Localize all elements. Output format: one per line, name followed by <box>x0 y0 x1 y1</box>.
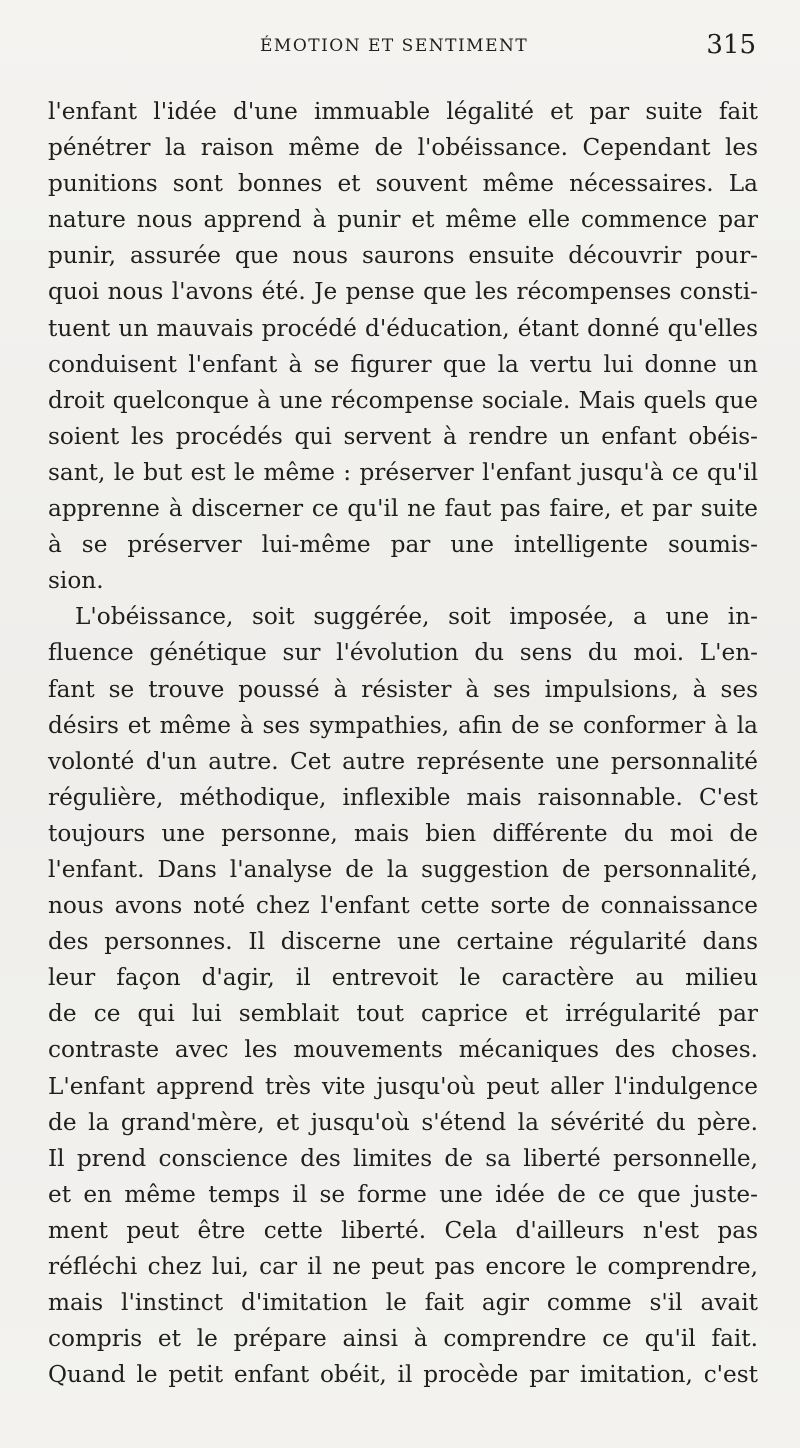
text-line: tuent un mauvais procédé d'éducation, étant donné qu'elles <box>48 314 758 342</box>
text-line: de la grand'mère, et jusqu'où s'étend la sévérité du père. <box>48 1108 758 1136</box>
text-line: sion. <box>48 567 104 595</box>
text-line: droit quelconque à une récompense sociale. Mais quels que <box>48 386 758 414</box>
text-line: à se préserver lui-même par une intelligente soumis- <box>48 531 758 559</box>
text-line: quoi nous l'avons été. Je pense que les récompenses consti- <box>48 278 758 306</box>
text-line: l'enfant l'idée d'une immuable légalité et par suite fait <box>48 98 758 125</box>
text-line: L'enfant apprend très vite jusqu'où peut aller l'indulgence <box>48 1072 758 1100</box>
text-line: Il prend conscience des limites de sa liberté personnelle, <box>48 1144 758 1172</box>
text-line: contraste avec les mouvements mécaniques des choses. <box>48 1036 758 1064</box>
page-number: 315 <box>706 30 756 60</box>
text-line: volonté d'un autre. Cet autre représente une personnalité <box>48 747 758 775</box>
text-line: désirs et même à ses sympathies, afin de se conformer à la <box>48 711 758 739</box>
text-line: soient les procédés qui servent à rendre un enfant obéis- <box>48 422 758 450</box>
text-line: conduisent l'enfant à se figurer que la vertu lui donne un <box>48 350 758 378</box>
text-line: pénétrer la raison même de l'obéissance. Cependant les <box>48 134 758 162</box>
text-line: fant se trouve poussé à résister à ses impulsions, à ses <box>48 675 758 703</box>
text-line: nous avons noté chez l'enfant cette sorte de connaissance <box>48 892 758 920</box>
text-line: compris et le prépare ainsi à comprendre ce qu'il fait. <box>48 1325 758 1353</box>
text-line: nature nous apprend à punir et même elle commence par <box>48 206 758 234</box>
text-line: sant, le but est le même : préserver l'enfant jusqu'à ce qu'il <box>48 458 758 486</box>
text-line: mais l'instinct d'imitation le fait agir comme s'il avait <box>48 1289 758 1317</box>
text-line: L'obéissance, soit suggérée, soit imposée, a une in- <box>75 603 758 631</box>
text-line: leur façon d'agir, il entrevoit le caractère au milieu <box>48 964 758 992</box>
text-line: Quand le petit enfant obéit, il procède par imitation, c'est <box>48 1361 758 1389</box>
body-text <box>48 94 758 1393</box>
text-line: ment peut être cette liberté. Cela d'ailleurs n'est pas <box>48 1216 758 1244</box>
text-line: toujours une personne, mais bien différente du moi de <box>48 819 758 847</box>
text-line: réfléchi chez lui, car il ne peut pas encore le comprendre, <box>48 1253 758 1280</box>
running-title: ÉMOTION ET SENTIMENT <box>260 36 529 56</box>
text-line: punir, assurée que nous saurons ensuite découvrir pour- <box>48 242 758 270</box>
text-line: et en même temps il se forme une idée de ce que juste- <box>48 1180 758 1208</box>
text-line: régulière, méthodique, inflexible mais raisonnable. C'est <box>48 783 758 811</box>
text-line: l'enfant. Dans l'analyse de la suggestion de personnalité, <box>48 855 758 883</box>
text-line: des personnes. Il discerne une certaine régularité dans <box>48 928 758 956</box>
text-line: fluence génétique sur l'évolution du sens du moi. L'en- <box>48 639 758 667</box>
text-line: apprenne à discerner ce qu'il ne faut pas faire, et par suite <box>48 495 758 523</box>
text-line: de ce qui lui semblait tout caprice et irrégularité par <box>48 1000 758 1028</box>
text-line: punitions sont bonnes et souvent même nécessaires. La <box>48 170 758 198</box>
